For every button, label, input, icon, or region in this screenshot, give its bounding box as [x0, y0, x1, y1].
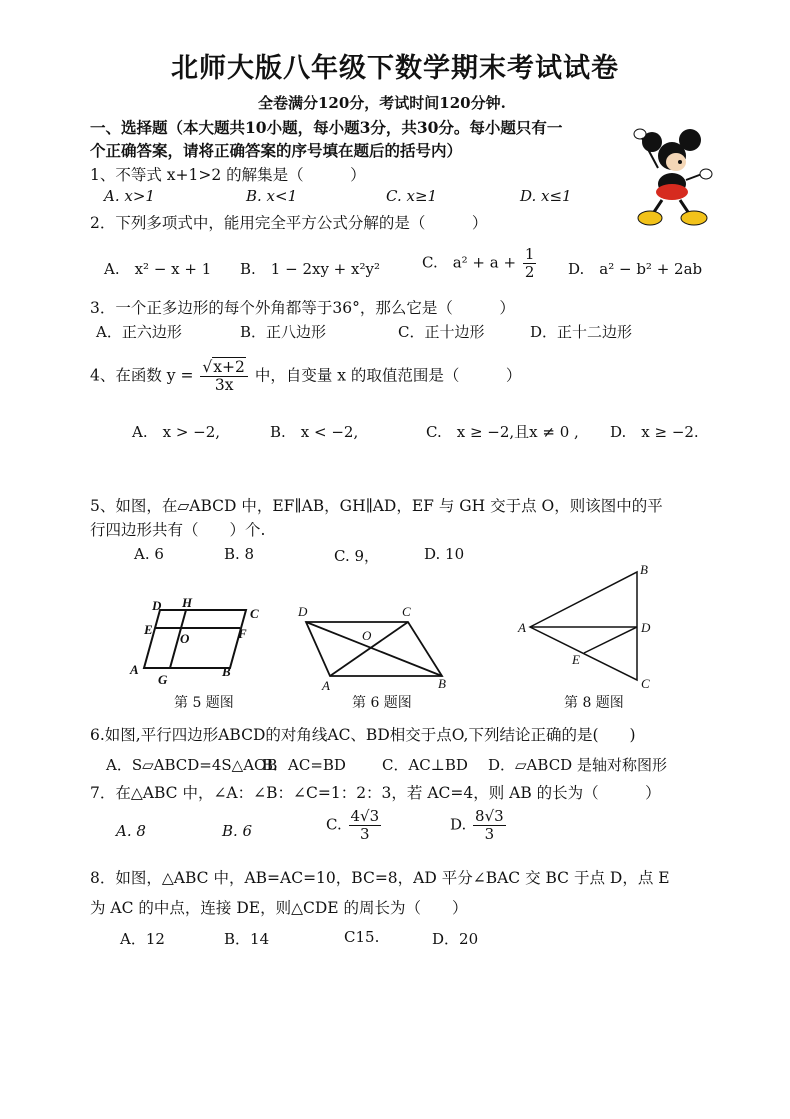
- q7-option-b: B. 6: [222, 822, 253, 840]
- q4-stem: [90, 359, 521, 394]
- figure-8-caption: 第 8 题图: [564, 695, 624, 711]
- q4-stem-suffix: 中，自变量 x 的取值范围是（ ）: [254, 366, 522, 385]
- q3-option-a: A．正六边形: [96, 323, 182, 341]
- exam-info: 全卷满分120分，考试时间120分钟.: [258, 94, 506, 112]
- fig5-label-f: F: [238, 626, 247, 641]
- q2-option-a: A. x² − x + 1: [104, 260, 212, 278]
- q4-option-c: C. x ≥ −2,且x ≠ 0 ,: [426, 423, 579, 441]
- figure-5-caption: 第 5 题图: [174, 695, 234, 711]
- q8-option-c: C15.: [344, 928, 380, 946]
- fig5-label-a: A: [130, 662, 139, 677]
- q7-d-denominator: 3: [484, 825, 495, 843]
- q3-option-b: B．正八边形: [240, 323, 327, 341]
- fig5-label-e: E: [144, 622, 153, 637]
- q5-stem-line1: 5、如图，在▱ABCD 中，EF∥AB，GH∥AD，EF 与 GH 交于点 O，则该图中的平: [90, 497, 663, 515]
- q5-stem-line2: 行四边形共有（ ）个.: [90, 521, 266, 539]
- q7-option-a: A. 8: [116, 822, 146, 840]
- q7-stem: 7．在△ABC 中，∠A：∠B：∠C=1：2：3，若 AC=4，则 AB 的长为（ ）: [90, 784, 661, 802]
- q4-fraction: [200, 359, 247, 394]
- q8-option-b: B．14: [224, 930, 270, 948]
- q8-option-a: A．12: [120, 930, 165, 948]
- q7-option-d-fraction: [473, 808, 506, 843]
- q5-option-c: C. 9，: [334, 547, 380, 565]
- q2-c-numerator: 1: [524, 245, 535, 263]
- q6-stem: 6.如图,平行四边形ABCD的对角线AC、BD相交于点O,下列结论正确的是( ): [90, 726, 636, 744]
- fig6-label-d: D: [298, 604, 308, 619]
- q4-stem-prefix: 4、在函数 y =: [90, 366, 194, 385]
- q1-stem: 1、不等式 x+1>2 的解集是（ ）: [90, 166, 366, 184]
- q5-option-a: A. 6: [134, 545, 164, 563]
- q2-c-denominator: 2: [524, 263, 535, 281]
- q7-c-numerator: 4√3: [350, 807, 380, 825]
- q1-option-a: A. x>1: [104, 187, 155, 205]
- q6-option-a: A．S▱ABCD=4S△AOB: [106, 756, 278, 774]
- page-title: 北师大版八年级下数学期末考试试卷: [171, 53, 619, 84]
- figure-6-parallelogram: [292, 600, 460, 692]
- fig5-label-d: D: [152, 598, 162, 613]
- fig8-label-a: A: [518, 620, 526, 635]
- fig5-label-g: G: [158, 672, 168, 687]
- q3-option-d: D．正十二边形: [530, 323, 633, 341]
- fig6-label-c: C: [402, 604, 411, 619]
- fig5-label-h: H: [182, 596, 193, 610]
- q5-option-b: B. 8: [224, 545, 255, 563]
- q1-option-c: C. x≥1: [386, 187, 438, 205]
- q6-option-d: D．▱ABCD 是轴对称图形: [488, 756, 667, 774]
- q4-option-d: D. x ≥ −2.: [610, 423, 699, 441]
- q4-numerator: √x+2: [200, 359, 247, 377]
- figure-6-caption: 第 6 题图: [352, 695, 412, 711]
- q8-stem-line2: 为 AC 的中点，连接 DE，则△CDE 的周长为（ ）: [90, 899, 468, 917]
- q3-stem: 3．一个正多边形的每个外角都等于36°，那么它是（ ）: [90, 299, 515, 317]
- fig8-label-e: E: [572, 652, 580, 667]
- fig5-label-b: B: [222, 664, 231, 679]
- q4-option-a: A. x > −2,: [132, 423, 221, 441]
- mickey-mouse-icon: [632, 122, 714, 227]
- fig6-label-o: O: [362, 628, 372, 643]
- q4-option-b: B. x < −2,: [270, 423, 359, 441]
- figure-5-parallelogram: [126, 596, 266, 688]
- q1-option-b: B. x<1: [246, 187, 298, 205]
- q7-option-d: [450, 808, 508, 843]
- q7-option-c-letter: C.: [326, 815, 342, 834]
- q7-c-denominator: 3: [360, 825, 370, 843]
- figure-8-triangle: [512, 560, 672, 690]
- section-heading-line1: 一、选择题（本大题共10小题，每小题3分，共30分。每小题只有一: [90, 118, 563, 137]
- q2-stem: 2．下列多项式中，能用完全平方公式分解的是（ ）: [90, 214, 488, 232]
- q8-option-d: D．20: [432, 930, 479, 948]
- q2-option-d: D. a² − b² + 2ab: [568, 260, 703, 278]
- q2-option-c-text: C. a² + a +: [422, 253, 517, 272]
- q6-option-b: B．AC=BD: [262, 756, 346, 774]
- q8-stem-line1: 8．如图，△ABC 中，AB=AC=10，BC=8，AD 平分∠BAC 交 BC 于点 D，点 E: [90, 869, 670, 887]
- fig5-label-c: C: [250, 606, 259, 621]
- q2-option-c: [422, 246, 538, 281]
- q7-option-d-letter: D.: [450, 815, 467, 834]
- fig5-label-o: O: [180, 631, 190, 646]
- q7-d-numerator: 8√3: [475, 807, 504, 825]
- fig8-label-d: D: [641, 620, 651, 635]
- fig6-label-a: A: [322, 678, 330, 692]
- section-heading-line2: 个正确答案，请将正确答案的序号填在题后的括号内）: [90, 141, 463, 160]
- q4-denominator: 3x: [214, 376, 234, 394]
- fig6-label-b: B: [438, 676, 446, 691]
- q2-option-c-fraction: [523, 246, 537, 281]
- q3-option-c: C．正十边形: [398, 323, 485, 341]
- q7-option-c: [326, 808, 383, 843]
- fig8-label-b: B: [640, 562, 648, 577]
- q7-option-c-fraction: [349, 808, 382, 843]
- q2-option-b: B. 1 − 2xy + x²y²: [240, 260, 380, 278]
- q6-option-c: C．AC⊥BD: [382, 756, 468, 774]
- fig8-label-c: C: [641, 676, 650, 690]
- q5-option-d: D. 10: [424, 545, 465, 563]
- q4-radicand: x+2: [213, 358, 245, 376]
- q1-option-d: D. x≤1: [520, 187, 572, 205]
